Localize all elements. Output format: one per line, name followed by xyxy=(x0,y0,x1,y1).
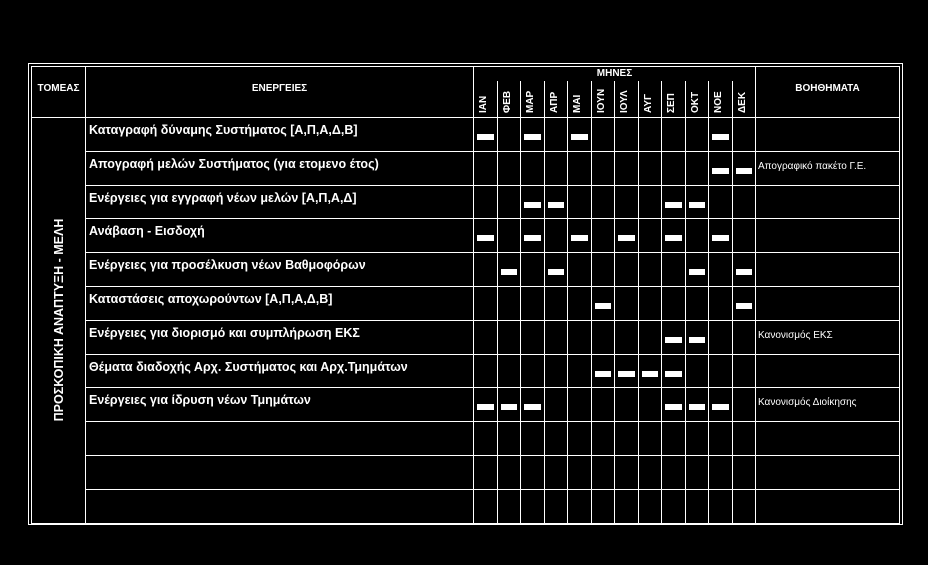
month-cell xyxy=(662,455,686,489)
month-cell xyxy=(709,489,733,523)
table-row xyxy=(32,354,900,388)
schedule-bar xyxy=(712,404,729,410)
month-cell xyxy=(615,185,639,219)
aid-cell xyxy=(756,455,900,489)
month-cell xyxy=(638,219,662,253)
schedule-bar xyxy=(736,269,753,275)
aid-cell xyxy=(756,253,900,287)
month-cell xyxy=(685,455,709,489)
month-cell xyxy=(521,118,545,152)
month-cell xyxy=(591,286,615,320)
schedule-bar xyxy=(477,235,494,241)
action-cell: Ανάβαση - Εισδοχή xyxy=(86,219,474,253)
month-label: ΣΕΠ xyxy=(666,93,678,113)
month-cell xyxy=(497,151,521,185)
month-cell xyxy=(662,185,686,219)
schedule-bar xyxy=(736,303,753,309)
month-cell xyxy=(497,455,521,489)
month-cell xyxy=(568,455,592,489)
month-cell xyxy=(474,489,498,523)
schedule-bar xyxy=(571,134,588,140)
month-cell xyxy=(591,219,615,253)
aid-cell: Κανονισμός Διοίκησης xyxy=(756,388,900,422)
action-cell xyxy=(86,455,474,489)
schedule-bar xyxy=(736,168,753,174)
schedule-bar xyxy=(501,269,518,275)
month-cell xyxy=(638,185,662,219)
aid-cell xyxy=(756,354,900,388)
month-cell xyxy=(544,151,568,185)
month-cell xyxy=(497,388,521,422)
month-cell xyxy=(544,388,568,422)
action-cell: Ενέργειες για εγγραφή νέων μελών [Α,Π,Α,Δ] xyxy=(86,185,474,219)
month-header xyxy=(568,81,592,118)
month-cell xyxy=(591,388,615,422)
month-cell xyxy=(638,388,662,422)
aid-cell xyxy=(756,286,900,320)
month-cell xyxy=(638,354,662,388)
month-cell xyxy=(544,286,568,320)
month-cell xyxy=(474,253,498,287)
month-cell xyxy=(638,286,662,320)
month-cell xyxy=(474,151,498,185)
month-cell xyxy=(709,422,733,456)
month-cell xyxy=(685,253,709,287)
month-cell xyxy=(662,151,686,185)
month-cell xyxy=(521,219,545,253)
month-cell xyxy=(497,118,521,152)
action-cell: Απογραφή μελών Συστήματος (για ετομενο έτος) xyxy=(86,151,474,185)
month-cell xyxy=(615,286,639,320)
month-cell xyxy=(732,455,756,489)
table-row xyxy=(32,118,900,152)
month-cell xyxy=(521,320,545,354)
month-header xyxy=(685,81,709,118)
action-cell: Καταστάσεις αποχωρούντων [Α,Π,Α,Δ,Β] xyxy=(86,286,474,320)
month-cell xyxy=(732,422,756,456)
schedule-bar xyxy=(665,371,682,377)
month-cell xyxy=(544,320,568,354)
header-aids: ΒΟΗΘΗΜΑΤΑ xyxy=(756,67,900,118)
table-row xyxy=(32,219,900,253)
schedule-bar xyxy=(689,202,706,208)
schedule-table xyxy=(31,66,900,524)
month-cell xyxy=(474,354,498,388)
month-cell xyxy=(685,388,709,422)
month-header xyxy=(615,81,639,118)
month-cell xyxy=(474,185,498,219)
month-cell xyxy=(615,253,639,287)
month-cell xyxy=(521,422,545,456)
month-cell xyxy=(615,422,639,456)
header-months-title: ΜΗΝΕΣ xyxy=(474,67,756,81)
month-cell xyxy=(474,320,498,354)
month-cell xyxy=(615,489,639,523)
month-cell xyxy=(638,320,662,354)
month-cell xyxy=(521,354,545,388)
schedule-bar xyxy=(665,404,682,410)
month-cell xyxy=(474,118,498,152)
month-header xyxy=(662,81,686,118)
month-cell xyxy=(544,219,568,253)
month-cell xyxy=(497,286,521,320)
month-cell xyxy=(568,185,592,219)
month-cell xyxy=(732,320,756,354)
month-cell xyxy=(662,219,686,253)
month-cell xyxy=(521,388,545,422)
month-cell xyxy=(685,320,709,354)
month-cell xyxy=(544,253,568,287)
month-cell xyxy=(591,354,615,388)
month-cell xyxy=(497,489,521,523)
month-label: ΦΕΒ xyxy=(501,90,513,113)
month-cell xyxy=(685,422,709,456)
table-row xyxy=(32,422,900,456)
month-cell xyxy=(709,219,733,253)
month-cell xyxy=(638,455,662,489)
action-cell xyxy=(86,489,474,523)
month-cell xyxy=(544,354,568,388)
month-header xyxy=(591,81,615,118)
month-cell xyxy=(591,253,615,287)
month-cell xyxy=(709,253,733,287)
schedule-bar xyxy=(571,235,588,241)
schedule-bar xyxy=(689,337,706,343)
month-cell xyxy=(732,185,756,219)
month-cell xyxy=(474,286,498,320)
month-cell xyxy=(732,253,756,287)
month-cell xyxy=(615,118,639,152)
schedule-bar xyxy=(618,371,635,377)
month-cell xyxy=(709,455,733,489)
month-cell xyxy=(615,388,639,422)
month-cell xyxy=(497,354,521,388)
month-header xyxy=(732,81,756,118)
month-label: ΟΚΤ xyxy=(689,91,701,113)
schedule-bar xyxy=(524,202,541,208)
month-cell xyxy=(568,320,592,354)
month-cell xyxy=(662,320,686,354)
month-label: ΙΟΥΝ xyxy=(595,88,607,113)
month-cell xyxy=(568,489,592,523)
header-actions: ΕΝΕΡΓΕΙΕΣ xyxy=(86,67,474,118)
month-cell xyxy=(732,388,756,422)
month-cell xyxy=(638,118,662,152)
month-cell xyxy=(685,489,709,523)
month-cell xyxy=(591,320,615,354)
schedule-bar xyxy=(689,269,706,275)
aid-cell xyxy=(756,219,900,253)
schedule-bar xyxy=(524,404,541,410)
month-cell xyxy=(709,286,733,320)
sector-label: ΠΡΟΣΚΟΠΙΚΗ ΑΝΑΠΤΥΞΗ - ΜΕΛΗ xyxy=(51,218,66,422)
month-cell xyxy=(591,422,615,456)
month-cell xyxy=(474,455,498,489)
month-cell xyxy=(662,253,686,287)
month-header xyxy=(709,81,733,118)
table-row xyxy=(32,151,900,185)
schedule-body xyxy=(32,118,900,524)
month-label: ΜΑΙ xyxy=(572,94,584,113)
table-row xyxy=(32,489,900,523)
schedule-bar xyxy=(595,371,612,377)
schedule-bar xyxy=(689,404,706,410)
month-cell xyxy=(615,219,639,253)
month-cell xyxy=(497,185,521,219)
month-cell xyxy=(662,422,686,456)
month-cell xyxy=(685,118,709,152)
month-header xyxy=(544,81,568,118)
month-cell xyxy=(638,253,662,287)
table-row xyxy=(32,253,900,287)
month-cell xyxy=(615,455,639,489)
month-cell xyxy=(638,151,662,185)
aid-cell xyxy=(756,118,900,152)
month-cell xyxy=(709,354,733,388)
header-sector: ΤΟΜΕΑΣ xyxy=(32,67,86,118)
month-cell xyxy=(662,489,686,523)
schedule-bar xyxy=(665,337,682,343)
month-cell xyxy=(474,219,498,253)
month-cell xyxy=(709,118,733,152)
month-cell xyxy=(685,185,709,219)
month-cell xyxy=(521,489,545,523)
month-cell xyxy=(497,320,521,354)
month-cell xyxy=(591,118,615,152)
month-cell xyxy=(615,354,639,388)
month-label: ΑΥΓ xyxy=(642,94,654,113)
month-cell xyxy=(544,455,568,489)
month-cell xyxy=(497,253,521,287)
month-cell xyxy=(568,354,592,388)
month-cell xyxy=(568,286,592,320)
month-cell xyxy=(685,219,709,253)
month-cell xyxy=(709,185,733,219)
aid-cell: Κανονισμός ΕΚΣ xyxy=(756,320,900,354)
month-cell xyxy=(591,151,615,185)
aid-cell xyxy=(756,489,900,523)
month-header xyxy=(474,81,498,118)
action-cell: Ενέργειες για διορισμό και συμπλήρωση ΕΚΣ xyxy=(86,320,474,354)
month-cell xyxy=(709,320,733,354)
month-cell xyxy=(568,253,592,287)
schedule-bar xyxy=(712,235,729,241)
month-cell xyxy=(591,455,615,489)
month-cell xyxy=(685,286,709,320)
month-cell xyxy=(568,118,592,152)
month-header xyxy=(638,81,662,118)
sector-cell xyxy=(32,118,86,524)
table-row xyxy=(32,286,900,320)
month-header xyxy=(521,81,545,118)
table-row xyxy=(32,185,900,219)
table-row xyxy=(32,388,900,422)
schedule-bar xyxy=(524,134,541,140)
month-cell xyxy=(497,219,521,253)
action-cell: Θέματα διαδοχής Αρχ. Συστήματος και Αρχ.Τμημάτων xyxy=(86,354,474,388)
schedule-bar xyxy=(477,134,494,140)
month-cell xyxy=(521,185,545,219)
month-cell xyxy=(568,151,592,185)
month-cell xyxy=(732,489,756,523)
month-cell xyxy=(474,422,498,456)
schedule-bar xyxy=(712,134,729,140)
schedule-bar xyxy=(501,404,518,410)
schedule-bar xyxy=(712,168,729,174)
month-cell xyxy=(497,422,521,456)
month-label: ΜΑΡ xyxy=(525,90,537,113)
action-cell xyxy=(86,422,474,456)
aid-cell: Απογραφικό πακέτο Γ.Ε. xyxy=(756,151,900,185)
schedule-bar xyxy=(665,235,682,241)
action-cell: Καταγραφή δύναμης Συστήματος [Α,Π,Α,Δ,Β] xyxy=(86,118,474,152)
schedule-bar xyxy=(548,269,565,275)
month-cell xyxy=(521,286,545,320)
month-cell xyxy=(662,118,686,152)
month-cell xyxy=(521,151,545,185)
month-cell xyxy=(544,118,568,152)
month-header xyxy=(497,81,521,118)
month-cell xyxy=(662,388,686,422)
aid-cell xyxy=(756,422,900,456)
action-cell: Ενέργειες για προσέλκυση νέων Βαθμοφόρων xyxy=(86,253,474,287)
table-row xyxy=(32,320,900,354)
month-cell xyxy=(638,489,662,523)
month-cell xyxy=(638,422,662,456)
schedule-bar xyxy=(524,235,541,241)
month-cell xyxy=(568,219,592,253)
month-label: ΙΟΥΛ xyxy=(619,90,631,113)
aid-cell xyxy=(756,185,900,219)
month-cell xyxy=(732,219,756,253)
month-cell xyxy=(521,455,545,489)
month-cell xyxy=(568,422,592,456)
month-cell xyxy=(615,320,639,354)
schedule-bar xyxy=(642,371,659,377)
month-cell xyxy=(685,354,709,388)
month-cell xyxy=(685,151,709,185)
month-cell xyxy=(709,388,733,422)
month-cell xyxy=(544,422,568,456)
month-label: ΝΟΕ xyxy=(713,91,725,113)
month-cell xyxy=(568,388,592,422)
month-label: ΔΕΚ xyxy=(736,91,748,113)
month-cell xyxy=(732,286,756,320)
schedule-bar xyxy=(477,404,494,410)
month-cell xyxy=(474,388,498,422)
month-cell xyxy=(732,118,756,152)
schedule-bar xyxy=(595,303,612,309)
month-cell xyxy=(662,286,686,320)
month-cell xyxy=(591,489,615,523)
month-cell xyxy=(732,354,756,388)
month-label: ΙΑΝ xyxy=(478,95,490,113)
month-cell xyxy=(521,253,545,287)
month-cell xyxy=(591,185,615,219)
schedule-bar xyxy=(665,202,682,208)
schedule-bar xyxy=(618,235,635,241)
month-label: ΑΠΡ xyxy=(548,91,560,113)
month-cell xyxy=(615,151,639,185)
action-cell: Ενέργειες για ίδρυση νέων Τμημάτων xyxy=(86,388,474,422)
schedule-bar xyxy=(548,202,565,208)
month-cell xyxy=(544,489,568,523)
table-row xyxy=(32,455,900,489)
month-cell xyxy=(732,151,756,185)
month-cell xyxy=(662,354,686,388)
month-cell xyxy=(709,151,733,185)
month-cell xyxy=(544,185,568,219)
